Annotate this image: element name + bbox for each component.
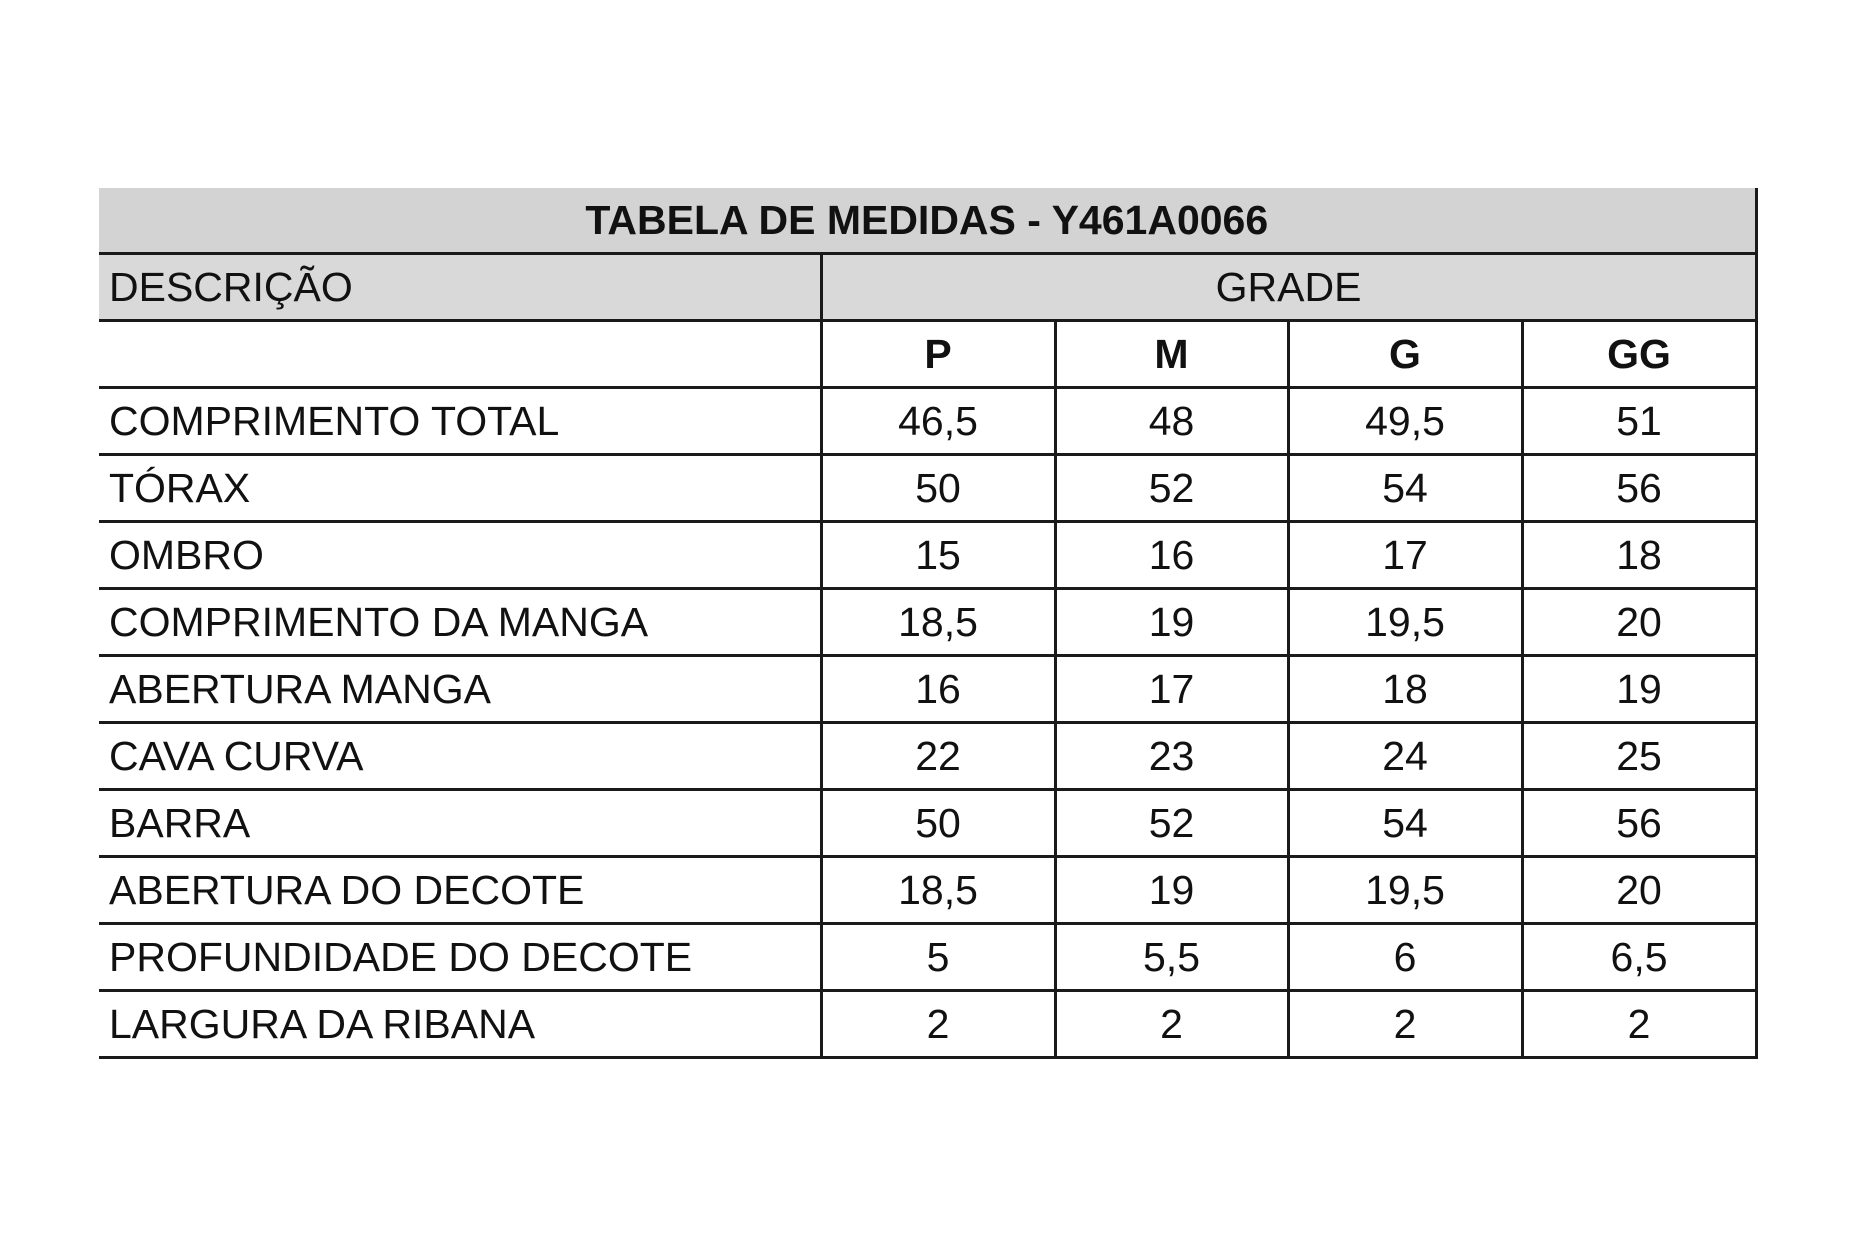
table-title-row [99,188,1756,254]
cell-value: 6 [1288,924,1522,991]
cell-value: 2 [1055,991,1288,1058]
cell-value: 52 [1055,790,1288,857]
cell-value: 49,5 [1288,388,1522,455]
cell-value: 19,5 [1288,589,1522,656]
cell-value: 54 [1288,455,1522,522]
row-label: ABERTURA MANGA [99,656,821,723]
cell-value: 50 [821,455,1055,522]
size-header-p: P [821,321,1055,388]
cell-value: 46,5 [821,388,1055,455]
table-title: TABELA DE MEDIDAS - Y461A0066 [99,188,1756,254]
cell-value: 20 [1522,857,1756,924]
cell-value: 18,5 [821,589,1055,656]
table-row [99,455,1756,522]
cell-value: 56 [1522,790,1756,857]
row-label: BARRA [99,790,821,857]
cell-value: 25 [1522,723,1756,790]
cell-value: 24 [1288,723,1522,790]
size-header-blank [99,321,821,388]
grade-header: GRADE [821,254,1756,321]
cell-value: 54 [1288,790,1522,857]
table-row [99,723,1756,790]
cell-value: 22 [821,723,1055,790]
row-label: TÓRAX [99,455,821,522]
cell-value: 18 [1522,522,1756,589]
cell-value: 19 [1522,656,1756,723]
cell-value: 51 [1522,388,1756,455]
row-label: LARGURA DA RIBANA [99,991,821,1058]
table-row [99,924,1756,991]
row-label: COMPRIMENTO DA MANGA [99,589,821,656]
row-label: COMPRIMENTO TOTAL [99,388,821,455]
cell-value: 2 [1288,991,1522,1058]
cell-value: 16 [1055,522,1288,589]
cell-value: 2 [821,991,1055,1058]
row-label: PROFUNDIDADE DO DECOTE [99,924,821,991]
table-row [99,857,1756,924]
cell-value: 20 [1522,589,1756,656]
cell-value: 19 [1055,589,1288,656]
row-label: ABERTURA DO DECOTE [99,857,821,924]
cell-value: 17 [1055,656,1288,723]
size-header-g: G [1288,321,1522,388]
cell-value: 52 [1055,455,1288,522]
cell-value: 23 [1055,723,1288,790]
cell-value: 19,5 [1288,857,1522,924]
cell-value: 16 [821,656,1055,723]
cell-value: 15 [821,522,1055,589]
table-row [99,589,1756,656]
cell-value: 5,5 [1055,924,1288,991]
cell-value: 5 [821,924,1055,991]
cell-value: 2 [1522,991,1756,1058]
table-row [99,522,1756,589]
table-row [99,656,1756,723]
cell-value: 50 [821,790,1055,857]
cell-value: 18,5 [821,857,1055,924]
row-label: OMBRO [99,522,821,589]
size-header-row [99,321,1756,388]
cell-value: 18 [1288,656,1522,723]
size-header-gg: GG [1522,321,1756,388]
cell-value: 17 [1288,522,1522,589]
row-label: CAVA CURVA [99,723,821,790]
measurements-table [99,188,1758,1059]
table-row [99,790,1756,857]
table-row [99,991,1756,1058]
cell-value: 56 [1522,455,1756,522]
cell-value: 48 [1055,388,1288,455]
table-header-row [99,254,1756,321]
description-header: DESCRIÇÃO [99,254,821,321]
size-header-m: M [1055,321,1288,388]
table-row [99,388,1756,455]
cell-value: 6,5 [1522,924,1756,991]
cell-value: 19 [1055,857,1288,924]
